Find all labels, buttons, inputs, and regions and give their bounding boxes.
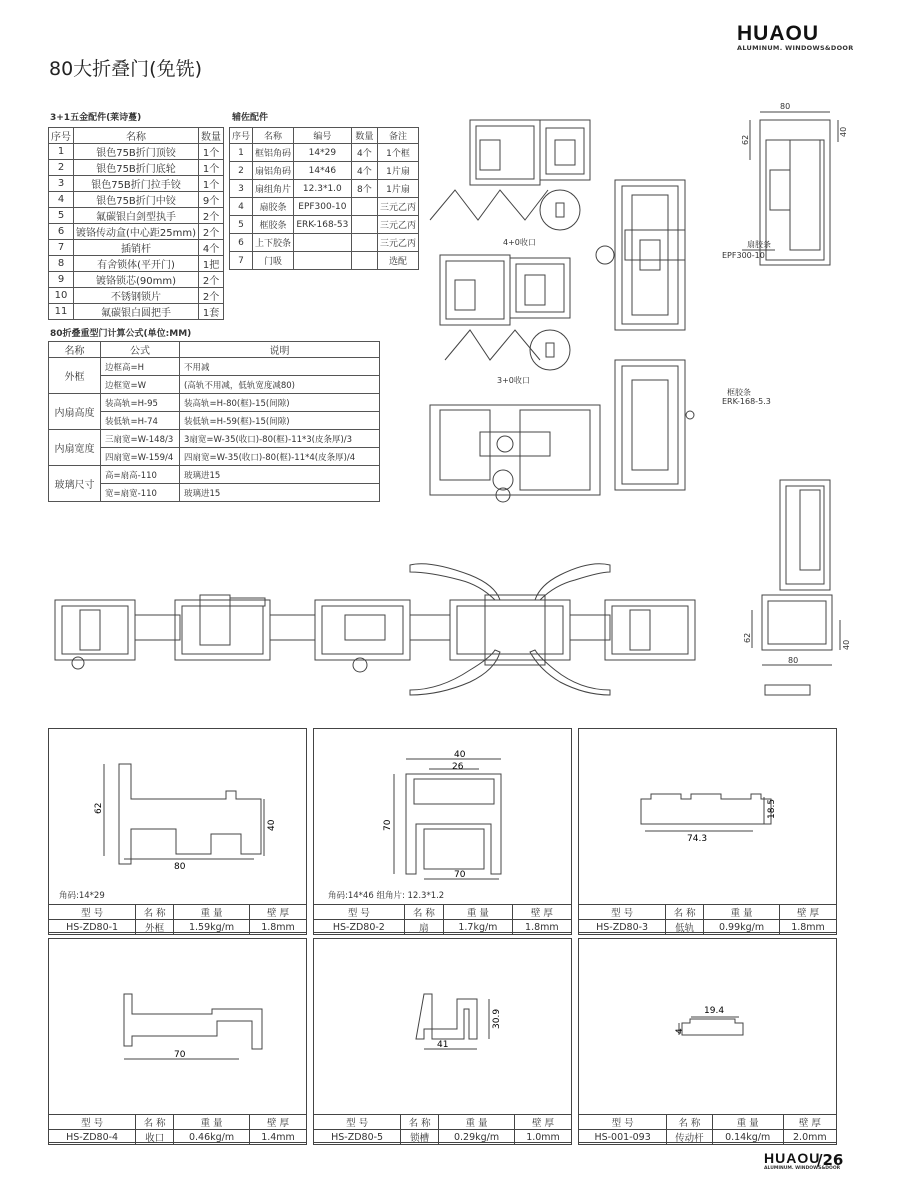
folding-door-plan <box>55 564 695 695</box>
gasket-sash-code: EPF300-10 <box>722 251 765 260</box>
aux-row: 7 门吸 选配 <box>230 252 419 270</box>
hardware-row: 11 氟碳银白圆把手 1套 <box>49 304 224 320</box>
profile-card-4: 70 型 号 名 称 重 量 壁 厚 HS-ZD80-4 收口 0.46kg/m 1.4mm <box>48 938 307 1143</box>
profile-4-wall: 1.4mm <box>250 1130 307 1145</box>
profile-2-name: 扇 <box>404 920 443 935</box>
profile-5-dim-h: 30.9 <box>492 1008 502 1029</box>
profile-5-model: HS-ZD80-5 <box>314 1130 401 1145</box>
hardware-row: 6 镀铬传动盒(中心距25mm) 2个 <box>49 224 224 240</box>
profile-2-dim-h: 70 <box>383 819 393 831</box>
aux-row: 4 扇胶条 EPF300-10 三元乙丙 <box>230 198 419 216</box>
top-dim-h2: 40 <box>839 126 848 137</box>
page-number: /26 <box>817 1151 844 1169</box>
profile-6-weight: 0.14kg/m <box>712 1130 783 1145</box>
profile-5-weight: 0.29kg/m <box>439 1130 515 1145</box>
center-section <box>596 180 694 490</box>
closing-3-label: 3+0收口 <box>497 376 530 385</box>
hardware-row: 7 插销杆 4个 <box>49 240 224 256</box>
hinge-detail <box>430 405 600 502</box>
profile-1-dim-h2: 40 <box>267 819 277 831</box>
bot-dim-w: 80 <box>788 656 799 665</box>
top-dim-w: 80 <box>780 102 791 111</box>
profile-3-model: HS-ZD80-3 <box>579 920 666 935</box>
aux-row: 3 扇组角片 12.3*1.0 8个 1片扇 <box>230 180 419 198</box>
profile-1-weight: 1.59kg/m <box>174 920 250 935</box>
formula-row: 外框 边框高=H 不用减 <box>49 358 380 376</box>
formula-group-name: 玻璃尺寸 <box>49 466 101 502</box>
closing-4-detail <box>430 120 590 230</box>
formula-row: 内扇宽度 三扇宽=W-148/3 3扇宽=W-35(收口)-80(框)-11*3(皮条厚)/3 <box>49 430 380 448</box>
formula-group-name: 外框 <box>49 358 101 394</box>
brand-logo: HUAOU <box>737 22 819 45</box>
hardware-row: 1 银色75B折门顶铰 1个 <box>49 144 224 160</box>
formula-row: 装低轨=H-74 装低轨=H-59(框)-15(间隙) <box>49 412 380 430</box>
hardware-title: 3+1五金配件(莱诗蔓) <box>50 113 142 123</box>
closing-3-detail <box>440 255 570 370</box>
aux-title: 辅佐配件 <box>232 113 269 123</box>
profile-card-3: 18.5 74.3 型 号 名 称 重 量 壁 厚 HS-ZD80-3 低轨 0.99kg/m 1.8mm <box>578 728 837 933</box>
profile-6-model: HS-001-093 <box>579 1130 667 1145</box>
brand-tagline: ALUMINUM. WINDOWS&DOOR <box>737 44 854 52</box>
hardware-row: 4 银色75B折门中铰 9个 <box>49 192 224 208</box>
profile-3-dim-h: 18.5 <box>767 798 777 819</box>
hardware-row: 3 银色75B折门拉手铰 1个 <box>49 176 224 192</box>
closing-4-label: 4+0收口 <box>503 238 536 247</box>
profile-2-dim-w2: 26 <box>452 762 464 772</box>
profile-3-weight: 0.99kg/m <box>704 920 780 935</box>
profile-3-name: 低轨 <box>666 920 704 935</box>
profile-2-note: 角码:14*46 组角片: 12.3*1.2 <box>328 891 445 901</box>
aux-header-row: 序号 名称 编号 数量 备注 <box>230 128 419 144</box>
profile-1-name: 外框 <box>136 920 174 935</box>
formula-group-name: 内扇宽度 <box>49 430 101 466</box>
profile-4-model: HS-ZD80-4 <box>49 1130 136 1145</box>
profile-card-6: 19.4 4 型 号 名 称 重 量 壁 厚 HS-001-093 传动杆 0.14kg/m 2.0mm <box>578 938 837 1143</box>
aux-row: 1 框铝角码 14*29 4个 1个框 <box>230 144 419 162</box>
profile-4-dim-w: 70 <box>174 1050 186 1060</box>
formula-row: 内扇高度 装高轨=H-95 装高轨=H-80(框)-15(间隙) <box>49 394 380 412</box>
profile-6-name: 传动杆 <box>667 1130 712 1145</box>
profile-card-5: 30.9 41 型 号 名 称 重 量 壁 厚 HS-ZD80-5 锁槽 0.29kg/m 1.0mm <box>313 938 572 1143</box>
profile-5-name: 锁槽 <box>401 1130 439 1145</box>
profile-2-model: HS-ZD80-2 <box>314 920 405 935</box>
bot-dim-h2: 40 <box>842 639 851 650</box>
hardware-row: 9 镀铬锁芯(90mm) 2个 <box>49 272 224 288</box>
aux-row: 6 上下胶条 三元乙丙 <box>230 234 419 252</box>
bot-dim-h1: 62 <box>743 632 752 643</box>
profile-1-model: HS-ZD80-1 <box>49 920 136 935</box>
profile-4-weight: 0.46kg/m <box>174 1130 250 1145</box>
assembly-drawings <box>0 95 900 735</box>
profile-2-wall: 1.8mm <box>512 920 571 935</box>
profile-1-note: 角码:14*29 <box>59 891 105 901</box>
formula-header-row: 名称 公式 说明 <box>49 342 380 358</box>
gasket-sash-label: 扇胶条 <box>747 240 771 249</box>
profile-3-dim-w: 74.3 <box>687 834 708 844</box>
formula-row: 玻璃尺寸 高=扇高-110 玻璃进15 <box>49 466 380 484</box>
profile-2-dim-w3: 70 <box>454 870 466 880</box>
profile-6-dim-h: 4 <box>675 1028 685 1034</box>
hardware-header-row: 序号 名称 数量 <box>49 128 224 144</box>
profile-2-dim-w: 40 <box>454 750 466 760</box>
gasket-frame-code: ERK-168-5.3 <box>722 397 771 406</box>
gasket-frame-label: 框胶条 <box>727 388 751 397</box>
profile-2-weight: 1.7kg/m <box>444 920 513 935</box>
footer-tagline: ALUMINUM. WINDOWS&DOOR <box>764 1166 841 1171</box>
formula-group-name: 内扇高度 <box>49 394 101 430</box>
profile-5-wall: 1.0mm <box>515 1130 572 1145</box>
profile-1-wall: 1.8mm <box>250 920 307 935</box>
formula-row: 四扇宽=W-159/4 四扇宽=W-35(收口)-80(框)-11*4(皮条厚)/4 <box>49 448 380 466</box>
formula-row: 边框宽=W (高轨不用减，低轨宽度减80) <box>49 376 380 394</box>
hardware-row: 2 银色75B折门底轮 1个 <box>49 160 224 176</box>
profile-3-wall: 1.8mm <box>780 920 837 935</box>
hardware-row: 5 氟碳银白剑型执手 2个 <box>49 208 224 224</box>
aux-row: 2 扇铝角码 14*46 4个 1片扇 <box>230 162 419 180</box>
formula-title: 80折叠重型门计算公式(单位:MM) <box>50 329 192 339</box>
profile-4-name: 收口 <box>136 1130 174 1145</box>
profile-1-dim-w: 80 <box>174 862 186 872</box>
formula-row: 宽=扇宽-110 玻璃进15 <box>49 484 380 502</box>
profile-card-1: 62 40 80 角码:14*29 型 号 名 称 重 量 壁 厚 HS-ZD80-1 外框 1.59kg/m 1.8mm <box>48 728 307 933</box>
hardware-row: 8 有舍锁体(平开门) 1把 <box>49 256 224 272</box>
hardware-row: 10 不锈钢锁片 2个 <box>49 288 224 304</box>
page-title: 80大折叠门(免铣) <box>49 58 203 80</box>
profile-5-dim-w: 41 <box>437 1040 449 1050</box>
profile-6-wall: 2.0mm <box>783 1130 836 1145</box>
aux-row: 5 框胶条 ERK-168-53 三元乙丙 <box>230 216 419 234</box>
profile-6-dim-w: 19.4 <box>704 1006 725 1016</box>
profile-1-dim-h: 62 <box>94 802 104 814</box>
footer-logo: HUAOU <box>764 1150 821 1166</box>
profile-card-2: 40 26 70 70 角码:14*46 组角片: 12.3*1.2 型 号 名 称 重 量 壁 厚 HS-ZD80-2 扇 1.7kg/m 1.8mm <box>313 728 572 933</box>
top-dim-h1: 62 <box>741 134 750 145</box>
